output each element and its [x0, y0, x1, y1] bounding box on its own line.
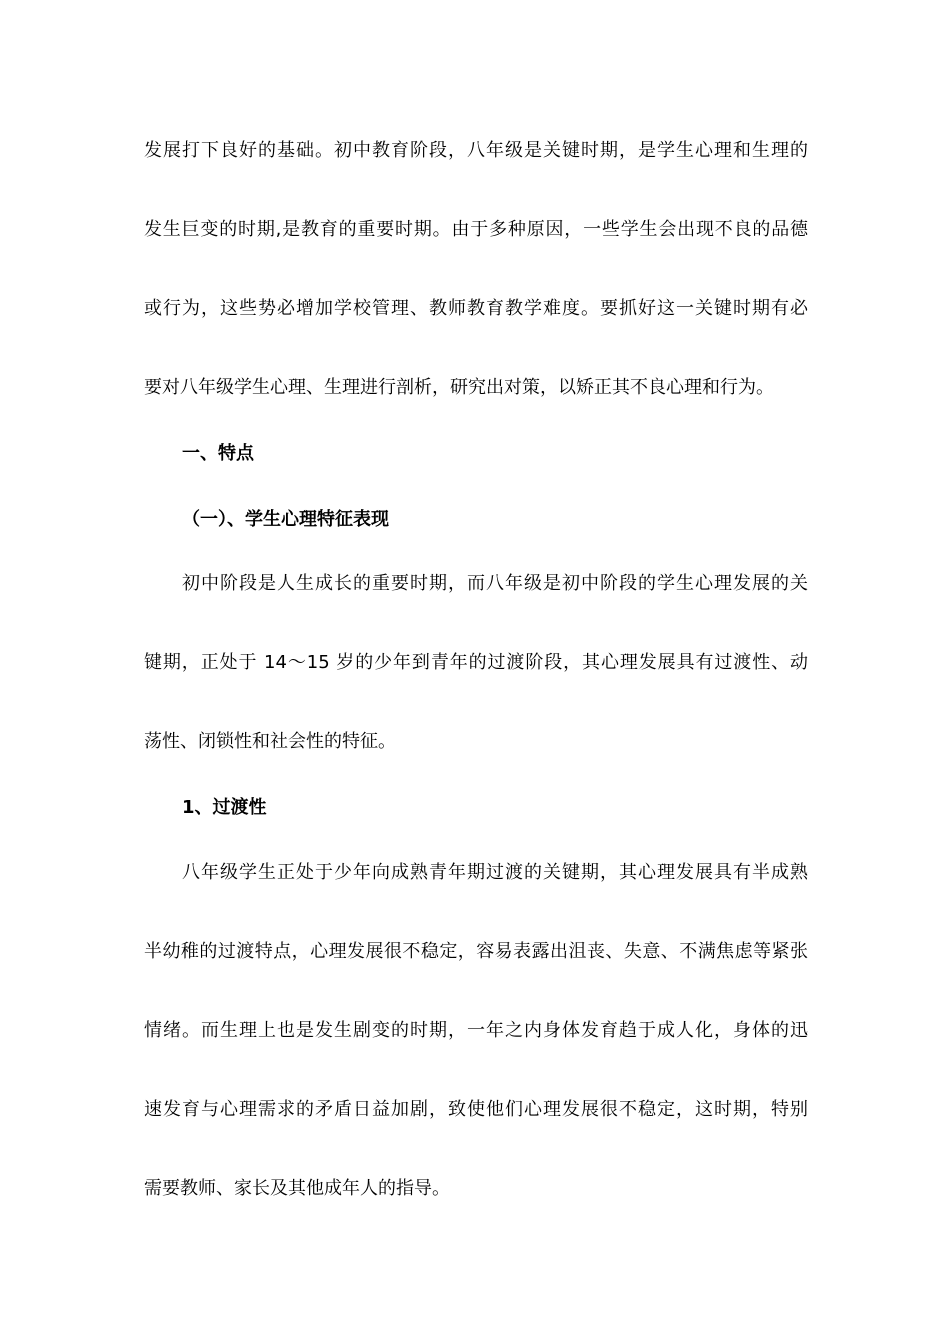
subsection-heading: 1、过渡性	[182, 797, 267, 818]
paragraph-line: 发生巨变的时期,是教育的重要时期。由于多种原因，一些学生会出现不良的品德	[144, 219, 808, 240]
section-heading: 一、特点	[182, 443, 254, 464]
paragraph-line: 键期，正处于 14～15 岁的少年到青年的过渡阶段，其心理发展具有过渡性、动	[144, 652, 808, 673]
paragraph-line: 荡性、闭锁性和社会性的特征。	[144, 731, 396, 752]
paragraph-line: 或行为，这些势必增加学校管理、教师教育教学难度。要抓好这一关键时期有必	[144, 298, 808, 319]
paragraph-line: 需要教师、家长及其他成年人的指导。	[144, 1178, 450, 1199]
paragraph-line: 八年级学生正处于少年向成熟青年期过渡的关键期，其心理发展具有半成熟	[182, 862, 808, 883]
paragraph-line: 半幼稚的过渡特点，心理发展很不稳定，容易表露出沮丧、失意、不满焦虑等紧张	[144, 941, 808, 962]
paragraph-line: 发展打下良好的基础。初中教育阶段，八年级是关键时期，是学生心理和生理的	[144, 140, 808, 161]
paragraph-line: 情绪。而生理上也是发生剧变的时期，一年之内身体发育趋于成人化，身体的迅	[144, 1020, 808, 1041]
subsection-heading: （一）、学生心理特征表现	[182, 509, 389, 530]
paragraph-line: 初中阶段是人生成长的重要时期，而八年级是初中阶段的学生心理发展的关	[182, 573, 808, 594]
paragraph-line: 要对八年级学生心理、生理进行剖析，研究出对策，以矫正其不良心理和行为。	[144, 377, 774, 398]
paragraph-line: 速发育与心理需求的矛盾日益加剧，致使他们心理发展很不稳定，这时期，特别	[144, 1099, 808, 1120]
